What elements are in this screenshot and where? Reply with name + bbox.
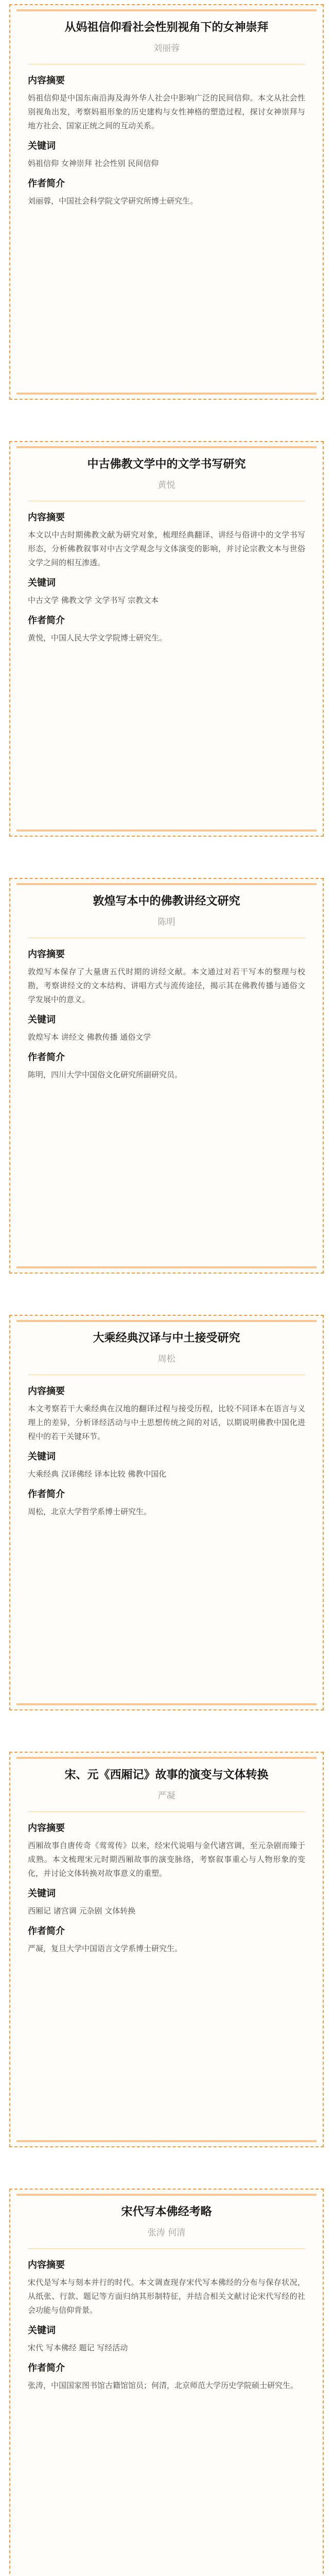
summary-text: 本文考察若干大乘经典在汉地的翻译过程与接受历程，比较不同译本在语言与义理上的差异，分析译经活动与中土思想传统之间的对话，以期说明佛教中国化进程中的若干关键环节。 — [28, 1404, 305, 1441]
title-block — [28, 456, 305, 501]
keywords-label: 关键词 — [28, 1014, 56, 1025]
summary-label: 内容摘要 — [28, 512, 65, 523]
author-bio-text: 陈明，四川大学中国俗文化研究所副研究员。 — [28, 1070, 183, 1079]
summary-label: 内容摘要 — [28, 949, 65, 960]
title-block — [28, 2204, 305, 2249]
author-name: 张涛 何清 — [147, 2228, 186, 2238]
author-bio-text: 刘丽蓉，中国社会科学院文学研究所博士研究生。 — [28, 196, 198, 206]
keywords-text: 敦煌写本 讲经文 佛教传播 通俗文学 — [28, 1032, 151, 1042]
author-bio-text: 严凝，复旦大学中国语言文学系博士研究生。 — [28, 1944, 183, 1953]
title-block — [28, 20, 305, 64]
summary-text: 宋代是写本与刻本并行的时代。本文调查现存宋代写本佛经的分布与保存状况，从纸张、行款、题记等方面归纳其形制特征，并结合相关文献讨论宋代写经的社会功能与信仰背景。 — [28, 2278, 305, 2315]
summary-label: 内容摘要 — [28, 2260, 65, 2270]
author-bio-text: 黄悦，中国人民大学文学院博士研究生。 — [28, 633, 167, 642]
keywords-label: 关键词 — [28, 578, 56, 588]
article-title: 大乘经典汉译与中土接受研究 — [93, 1332, 240, 1345]
author-bio-text: 张涛，中国国家图书馆古籍馆馆员；何清，北京师范大学历史学院硕士研究生。 — [28, 2381, 299, 2390]
abstract-card — [9, 1315, 324, 1710]
article-title: 中古佛教文学中的文学书写研究 — [87, 458, 246, 471]
title-block — [28, 1767, 305, 1812]
article-title: 从妈祖信仰看社会性别视角下的女神崇拜 — [64, 21, 269, 34]
keywords-text: 中古文学 佛教文学 文学书写 宗教文本 — [28, 596, 159, 605]
keywords-text: 西厢记 诸宫调 元杂剧 文体转换 — [28, 1906, 136, 1916]
keywords-label: 关键词 — [28, 1888, 56, 1899]
summary-text: 妈祖信仰是中国东南沿海及海外华人社会中影响广泛的民间信仰。本文从社会性别视角出发，考察妈祖形象的历史建构与女性神格的塑造过程，探讨女神崇拜与地方社会、国家正统之间的互动关系。 — [28, 93, 305, 130]
keywords-label: 关键词 — [28, 2325, 56, 2336]
article-title: 敦煌写本中的佛教讲经文研究 — [93, 895, 240, 908]
abstract-card — [9, 441, 324, 837]
author-bio-label: 作者简介 — [28, 1926, 65, 1937]
article-title: 宋代写本佛经考略 — [121, 2206, 212, 2218]
author-name: 陈明 — [157, 917, 176, 927]
keywords-text: 大乘经典 汉译佛经 译本比较 佛教中国化 — [28, 1469, 167, 1479]
summary-label: 内容摘要 — [28, 1386, 65, 1397]
author-bio-label: 作者简介 — [28, 1052, 65, 1063]
keywords-text: 妈祖信仰 女神崇拜 社会性别 民间信仰 — [28, 159, 159, 168]
author-name: 周松 — [157, 1354, 176, 1364]
summary-text: 西厢故事自唐传奇《莺莺传》以来，经宋代说唱与金代诸宫调，至元杂剧而臻于成熟。本文梳理宋元时期西厢故事的演变脉络，考察叙事重心与人物形象的变化，并讨论文体转换对故事意义的重塑。 — [28, 1841, 305, 1878]
abstract-card — [9, 4, 324, 400]
title-block — [28, 1330, 305, 1375]
abstract-card — [9, 2189, 324, 2576]
abstract-card — [9, 878, 324, 1274]
author-bio-text: 周松，北京大学哲学系博士研究生。 — [28, 1507, 152, 1516]
summary-text: 敦煌写本保存了大量唐五代时期的讲经文献。本文通过对若干写本的整理与校勘，考察讲经文的文本结构、讲唱方式与流传途径，揭示其在佛教传播与通俗文学发展中的意义。 — [28, 967, 305, 1004]
author-bio-label: 作者简介 — [28, 178, 65, 189]
keywords-label: 关键词 — [28, 1451, 56, 1462]
summary-text: 本文以中古时期佛教文献为研究对象，梳理经典翻译、讲经与俗讲中的文学书写形态，分析佛教叙事对中古文学观念与文体演变的影响，并讨论宗教文本与世俗文学之间的相互渗透。 — [28, 530, 305, 567]
keywords-text: 宋代 写本佛经 题记 写经活动 — [28, 2343, 128, 2352]
author-name: 严凝 — [157, 1791, 176, 1801]
summary-label: 内容摘要 — [28, 1823, 65, 1834]
article-title: 宋、元《西厢记》故事的演变与文体转换 — [64, 1769, 269, 1782]
author-name: 刘丽蓉 — [153, 43, 180, 54]
author-bio-label: 作者简介 — [28, 1489, 65, 1500]
abstract-card — [9, 1752, 324, 2147]
abstract-list — [9, 4, 324, 2576]
summary-label: 内容摘要 — [28, 75, 65, 86]
author-bio-label: 作者简介 — [28, 615, 65, 626]
keywords-label: 关键词 — [28, 141, 56, 151]
author-name: 黄悦 — [157, 480, 176, 490]
author-bio-label: 作者简介 — [28, 2363, 65, 2374]
title-block — [28, 893, 305, 938]
